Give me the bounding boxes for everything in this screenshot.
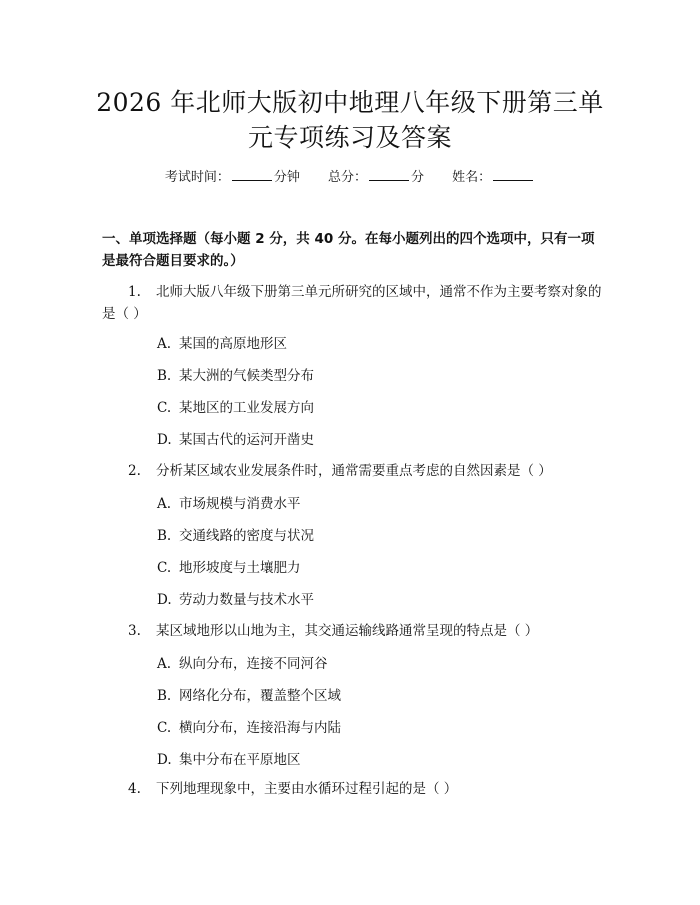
question-2	[102, 460, 602, 482]
name-label: 姓名：	[452, 170, 492, 185]
question-number: 1.	[128, 284, 141, 300]
option-letter: C.	[157, 560, 172, 576]
exam-title-line-1: 2026 年北师大版初中地理八年级下册第三单	[96, 88, 604, 117]
option-text: 网络化分布，覆盖整个区域	[179, 688, 341, 704]
option-b[interactable]	[157, 366, 314, 386]
time-unit: 分钟	[273, 170, 300, 185]
option-c[interactable]	[157, 558, 301, 578]
option-text: 交通线路的密度与状况	[179, 528, 314, 544]
question-text: 北师大版八年级下册第三单元所研究的区域中，通常不作为主要考察对象的是（ ）	[102, 284, 602, 322]
exam-meta	[0, 168, 700, 187]
option-text: 地形坡度与土壤肥力	[179, 560, 301, 576]
option-a[interactable]	[157, 494, 301, 514]
option-letter: C.	[157, 720, 172, 736]
score-unit: 分	[411, 170, 425, 185]
option-letter: A.	[157, 336, 172, 352]
question-3	[102, 620, 602, 642]
option-c[interactable]	[157, 398, 314, 418]
question-1	[102, 281, 602, 325]
option-d[interactable]	[157, 430, 314, 450]
exam-title-line-2: 元专项练习及答案	[247, 123, 452, 152]
option-a[interactable]	[157, 334, 287, 354]
time-blank[interactable]	[232, 168, 272, 181]
option-text: 某地区的工业发展方向	[179, 400, 314, 416]
name-field	[452, 168, 535, 187]
score-label: 总分：	[327, 170, 367, 185]
option-text: 横向分布，连接沿海与内陆	[179, 720, 341, 736]
option-text: 纵向分布，连接不同河谷	[179, 656, 328, 672]
section-heading: 一、单项选择题（每小题 2 分，共 40 分。在每小题列出的四个选项中，只有一项是最符合题目要求的。）	[102, 231, 595, 269]
option-letter: B.	[157, 528, 172, 544]
question-number: 2.	[128, 463, 141, 479]
question-4	[102, 778, 602, 800]
option-d[interactable]	[157, 750, 301, 770]
question-number: 3.	[128, 623, 141, 639]
question-text: 下列地理现象中，主要由水循环过程引起的是（ ）	[156, 781, 458, 797]
option-d[interactable]	[157, 590, 314, 610]
option-text: 劳动力数量与技术水平	[179, 592, 314, 608]
time-label: 考试时间：	[164, 170, 230, 185]
score-field	[328, 168, 424, 187]
option-letter: A.	[157, 656, 172, 672]
option-text: 市场规模与消费水平	[179, 496, 301, 512]
option-letter: C.	[157, 400, 172, 416]
option-text: 集中分布在平原地区	[179, 752, 301, 768]
option-b[interactable]	[157, 526, 314, 546]
option-text: 某大洲的气候类型分布	[179, 368, 314, 384]
option-text: 某国的高原地形区	[179, 336, 287, 352]
question-text: 某区域地形以山地为主，其交通运输线路通常呈现的特点是（ ）	[156, 623, 539, 639]
question-text: 分析某区域农业发展条件时，通常需要重点考虑的自然因素是（ ）	[156, 463, 552, 479]
option-c[interactable]	[157, 718, 341, 738]
option-letter: B.	[157, 368, 172, 384]
score-blank[interactable]	[369, 168, 409, 181]
option-letter: B.	[157, 688, 172, 704]
option-letter: D.	[157, 752, 172, 768]
option-a[interactable]	[157, 654, 328, 674]
name-blank[interactable]	[493, 168, 533, 181]
option-text: 某国古代的运河开凿史	[179, 432, 314, 448]
option-letter: D.	[157, 592, 172, 608]
option-letter: D.	[157, 432, 172, 448]
option-letter: A.	[157, 496, 172, 512]
time-field	[165, 168, 300, 187]
option-b[interactable]	[157, 686, 341, 706]
question-number: 4.	[128, 781, 141, 797]
